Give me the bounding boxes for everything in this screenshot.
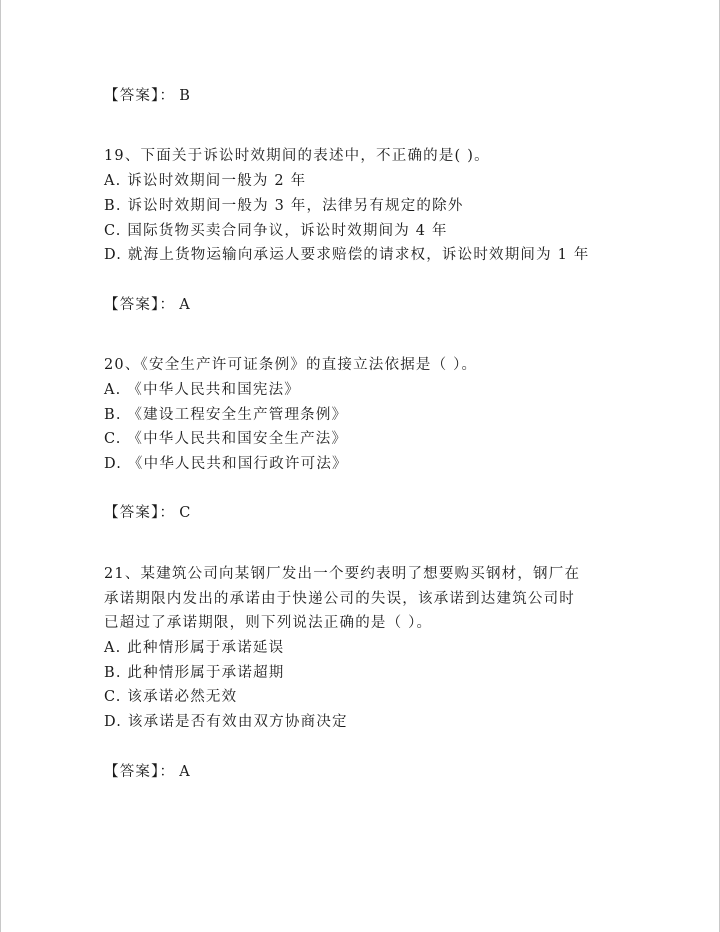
question-20-stem: 20、《安全生产许可证条例》的直接立法依据是（ ）。	[104, 357, 478, 373]
answer-label: 【答案】：	[104, 505, 176, 521]
question-21-option-a: A. 此种情形属于承诺延误	[104, 640, 285, 656]
question-19-option-d: D. 就海上货物运输向承运人要求赔偿的请求权，诉讼时效期间为 1 年	[104, 247, 590, 263]
question-20-option-a: A. 《中华人民共和国宪法》	[104, 382, 300, 398]
answer-20	[104, 503, 192, 523]
answer-label: 【答案】：	[104, 764, 176, 780]
question-21-option-b: B. 此种情形属于承诺超期	[104, 665, 285, 681]
answer-value: C	[179, 505, 192, 521]
answer-18	[104, 86, 191, 106]
answer-21	[104, 762, 191, 782]
question-21-stem-line-3: 已超过了承诺期限，则下列说法正确的是（ ）。	[104, 615, 433, 631]
answer-value: A	[179, 764, 191, 780]
answer-label: 【答案】：	[104, 297, 176, 313]
question-20-option-c: C. 《中华人民共和国安全生产法》	[104, 431, 348, 447]
answer-value: B	[179, 88, 192, 104]
question-19-option-c: C. 国际货物买卖合同争议，诉讼时效期间为 4 年	[104, 223, 448, 239]
page-left-edge	[0, 0, 1, 932]
question-20-option-b: B. 《建设工程安全生产管理条例》	[104, 407, 348, 423]
answer-label: 【答案】：	[104, 88, 176, 104]
question-21-stem-line-2: 承诺期限内发出的承诺由于快递公司的失误，该承诺到达建筑公司时	[104, 591, 575, 607]
question-21-stem-line-1: 21、某建筑公司向某钢厂发出一个要约表明了想要购买钢材，钢厂在	[104, 566, 581, 582]
question-20-option-d: D. 《中华人民共和国行政许可法》	[104, 456, 348, 472]
answer-value: A	[179, 297, 191, 313]
question-19-option-a: A. 诉讼时效期间一般为 2 年	[104, 173, 307, 189]
answer-19	[104, 295, 191, 315]
question-19-option-b: B. 诉讼时效期间一般为 3 年，法律另有规定的除外	[104, 198, 464, 214]
question-19-stem: 19、下面关于诉讼时效期间的表述中，不正确的是( )。	[104, 148, 490, 164]
question-21-option-d: D. 该承诺是否有效由双方协商决定	[104, 714, 348, 730]
question-21-option-c: C. 该承诺必然无效	[104, 689, 238, 705]
